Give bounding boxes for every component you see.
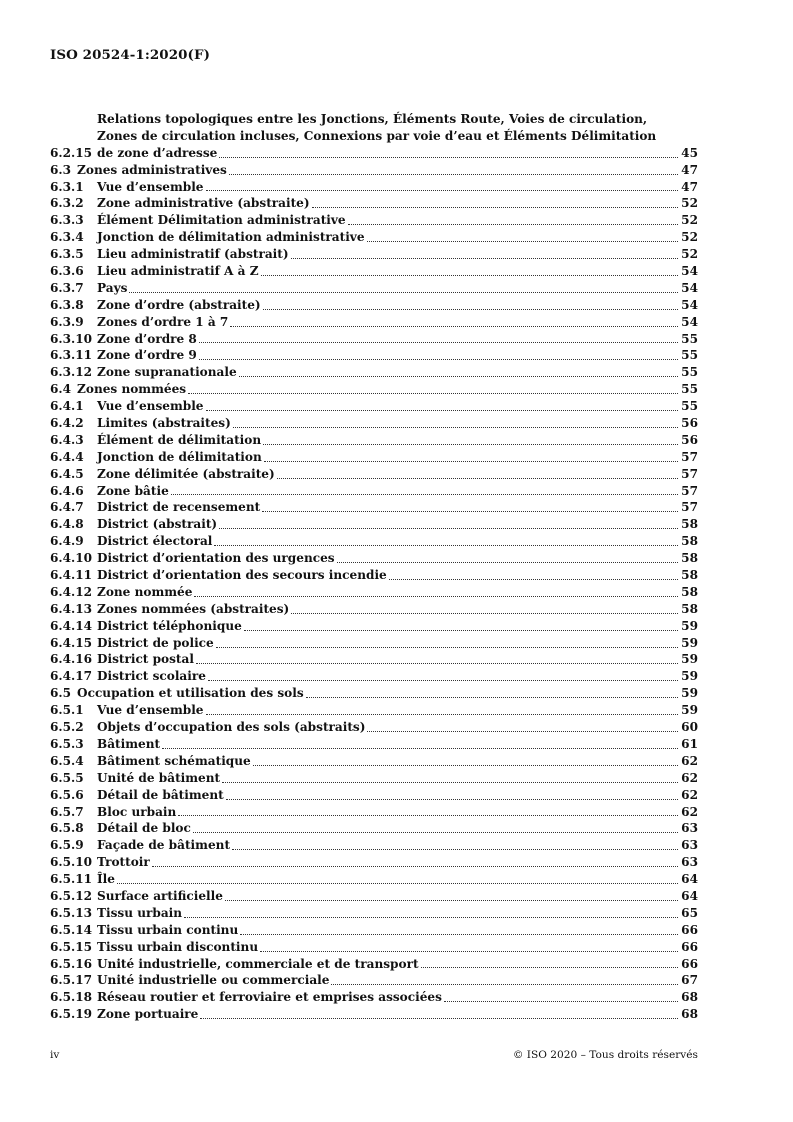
toc-dot-leader [216, 647, 678, 648]
toc-entry-number: 6.5.16 [50, 956, 93, 971]
toc-entry-page: 64 [681, 872, 698, 887]
toc-dot-leader [196, 663, 678, 664]
toc-dot-leader [184, 917, 678, 918]
toc-entry-title: Zone supranationale [97, 365, 237, 380]
toc-entry[interactable] [50, 111, 698, 162]
toc-entry-page: 59 [681, 703, 698, 718]
toc-entry[interactable] [50, 381, 698, 398]
toc-entry-page: 62 [681, 787, 698, 802]
toc-entry[interactable] [50, 246, 698, 263]
toc-entry-number: 6.5.5 [50, 770, 84, 785]
toc-dot-leader [194, 596, 678, 597]
toc-entry[interactable] [50, 162, 698, 179]
toc-entry-number: 6.5.4 [50, 753, 84, 768]
toc-entry-page: 67 [681, 973, 698, 988]
toc-dot-leader [244, 630, 678, 631]
toc-entry-title: District (abstrait) [97, 517, 218, 532]
toc-entry[interactable] [50, 736, 698, 753]
toc-entry-number: 6.5.3 [50, 736, 84, 751]
toc-entry-number: 6.4.16 [50, 652, 93, 667]
page-footer [50, 1049, 698, 1061]
toc-entry[interactable] [50, 787, 698, 804]
toc-entry-title: Tissu urbain continu [97, 922, 239, 937]
toc-entry-page: 58 [681, 568, 698, 583]
toc-entry[interactable] [50, 364, 698, 381]
toc-entry-title: Bâtiment schématique [97, 753, 251, 768]
toc-entry[interactable] [50, 195, 698, 212]
toc-entry[interactable] [50, 685, 698, 702]
toc-entry[interactable] [50, 601, 698, 618]
toc-entry-title: Zone délimitée (abstraite) [97, 466, 275, 481]
toc-entry[interactable] [50, 1006, 698, 1023]
toc-entry-page: 60 [681, 720, 698, 735]
toc-entry-page: 55 [681, 331, 698, 346]
toc-entry[interactable] [50, 753, 698, 770]
toc-entry-number: 6.3.6 [50, 264, 84, 278]
toc-dot-leader [263, 444, 678, 445]
toc-dot-leader [348, 224, 678, 225]
toc-entry-page: 54 [681, 280, 698, 295]
toc-entry[interactable] [50, 449, 698, 466]
toc-dot-leader [188, 393, 678, 394]
toc-entry-page: 54 [681, 264, 698, 278]
toc-entry-number: 6.5.15 [50, 939, 93, 954]
toc-entry-page: 57 [681, 466, 698, 481]
toc-dot-leader [233, 427, 678, 428]
toc-dot-leader [229, 174, 678, 175]
toc-entry-title: District d’orientation des secours incendie [97, 568, 387, 583]
toc-dot-leader [219, 157, 678, 158]
toc-entry[interactable] [50, 466, 698, 483]
toc-entry-number: 6.4.4 [50, 449, 84, 464]
toc-entry[interactable] [50, 347, 698, 364]
toc-dot-leader [199, 359, 678, 360]
toc-entry[interactable] [50, 837, 698, 854]
toc-entry-page: 59 [681, 652, 698, 667]
toc-dot-leader [152, 866, 678, 867]
toc-entry-title: Zones nommées [77, 382, 187, 397]
toc-entry[interactable] [50, 635, 698, 652]
toc-entry-number: 6.5.6 [50, 787, 84, 802]
toc-entry-page: 55 [681, 399, 698, 414]
toc-entry-title: Zone portuaire [97, 1007, 199, 1022]
toc-dot-leader [230, 326, 678, 327]
toc-dot-leader [367, 241, 678, 242]
toc-entry[interactable] [50, 888, 698, 905]
toc-entry-number: 6.4.11 [50, 568, 93, 583]
toc-entry-page: 55 [681, 365, 698, 380]
toc-entry-page: 58 [681, 584, 698, 599]
toc-entry-number: 6.5.9 [50, 838, 84, 853]
toc-entry-number: 6.3.7 [50, 280, 84, 295]
toc-entry-title: Zone d’ordre 9 [97, 348, 197, 363]
toc-entry-title: Détail de bâtiment [97, 787, 224, 802]
toc-entry-page: 57 [681, 500, 698, 515]
toc-dot-leader [277, 478, 678, 479]
toc-entry-number: 6.5.1 [50, 703, 84, 718]
toc-entry[interactable] [50, 229, 698, 246]
toc-entry[interactable] [50, 263, 698, 280]
toc-entry-number: 6.4.12 [50, 584, 93, 599]
toc-entry-page: 54 [681, 314, 698, 329]
toc-entry[interactable] [50, 719, 698, 736]
toc-entry-title: District d’orientation des urgences [97, 551, 335, 566]
toc-dot-leader [331, 984, 678, 985]
toc-entry[interactable] [50, 533, 698, 550]
toc-dot-leader [162, 748, 678, 749]
toc-entry-page: 66 [681, 939, 698, 954]
toc-entry-title: Détail de bloc [97, 821, 191, 836]
toc-entry[interactable] [50, 550, 698, 567]
toc-entry-page: 68 [681, 1007, 698, 1022]
toc-entry-title: Île [97, 872, 115, 887]
toc-entry-page: 62 [681, 753, 698, 768]
toc-entry-number: 6.5.10 [50, 855, 93, 870]
toc-entry-page: 58 [681, 551, 698, 566]
toc-entry-page: 58 [681, 601, 698, 616]
toc-entry[interactable] [50, 702, 698, 719]
toc-entry-number: 6.3.4 [50, 230, 84, 245]
toc-entry-page: 55 [681, 382, 698, 397]
toc-entry-number: 6.4.6 [50, 483, 84, 498]
toc-entry-number: 6.5.12 [50, 888, 93, 903]
toc-dot-leader [261, 275, 678, 276]
toc-entry[interactable] [50, 939, 698, 956]
toc-entry-page: 56 [681, 432, 698, 447]
toc-entry-title: Élément de délimitation [97, 432, 262, 447]
toc-entry-title: Relations topologiques entre les Jonctions, Éléments Route, Voies de circulation, [97, 111, 648, 126]
toc-entry-title: Zone d’ordre (abstraite) [97, 297, 261, 312]
toc-entry-page: 66 [681, 922, 698, 937]
toc-entry[interactable] [50, 331, 698, 348]
toc-dot-leader [214, 545, 678, 546]
toc-entry-page: 64 [681, 888, 698, 903]
toc-entry-page: 52 [681, 213, 698, 228]
toc-entry-page: 57 [681, 449, 698, 464]
toc-entry-page: 61 [681, 736, 698, 751]
toc-entry-title: Unité de bâtiment [97, 770, 221, 785]
toc-entry-title: Unité industrielle, commerciale et de transport [97, 956, 419, 971]
toc-entry-title: Zones de circulation incluses, Connexions par voie d’eau et Éléments Délimitation [97, 128, 657, 143]
toc-entry-number: 6.5.2 [50, 720, 84, 735]
toc-dot-leader [225, 900, 678, 901]
toc-dot-leader [367, 731, 678, 732]
toc-entry[interactable] [50, 652, 698, 669]
toc-entry-title: Limites (abstraites) [97, 416, 231, 431]
toc-dot-leader [222, 782, 678, 783]
copyright-notice: © ISO 2020 – Tous droits réservés [512, 1049, 698, 1061]
toc-entry-number: 6.5.13 [50, 905, 93, 920]
toc-entry-number: 6.4.14 [50, 618, 93, 633]
toc-entry-title: District postal [97, 652, 194, 667]
toc-entry-page: 54 [681, 297, 698, 312]
toc-entry-number: 6.4.5 [50, 466, 84, 481]
toc-entry[interactable] [50, 972, 698, 989]
toc-entry[interactable] [50, 820, 698, 837]
toc-entry-number: 6.4.2 [50, 416, 84, 431]
toc-entry-page: 47 [681, 162, 698, 177]
toc-dot-leader [240, 934, 678, 935]
toc-entry-number: 6.3.2 [50, 196, 84, 211]
toc-entry-page: 62 [681, 770, 698, 785]
toc-entry-title: Zones nommées (abstraites) [97, 601, 290, 616]
toc-entry-page: 52 [681, 247, 698, 262]
toc-entry-title: Zones administratives [77, 162, 227, 177]
toc-dot-leader [444, 1001, 678, 1002]
toc-entry[interactable] [50, 668, 698, 685]
toc-entry-number: 6.4.10 [50, 551, 93, 566]
toc-entry-number: 6.3.1 [50, 179, 84, 194]
toc-entry-title: Trottoir [97, 855, 150, 870]
toc-entry-title: Objets d’occupation des sols (abstraits) [97, 720, 366, 735]
toc-entry-title: Vue d’ensemble [97, 399, 204, 414]
toc-entry-number: 6.3.8 [50, 297, 84, 312]
toc-entry-number: 6.4.7 [50, 500, 84, 515]
toc-entry-number: 6.3 [50, 162, 72, 177]
toc-dot-leader [129, 292, 678, 293]
toc-entry[interactable] [50, 871, 698, 888]
toc-entry-page: 45 [681, 145, 698, 160]
toc-entry-number: 6.2.15 [50, 145, 93, 160]
toc-entry-number: 6.3.3 [50, 213, 84, 228]
toc-dot-leader [206, 410, 678, 411]
toc-entry-title: District téléphonique [97, 618, 242, 633]
toc-entry[interactable] [50, 804, 698, 821]
toc-entry[interactable] [50, 618, 698, 635]
toc-entry-page: 52 [681, 196, 698, 211]
toc-entry-page: 63 [681, 821, 698, 836]
toc-entry-title: District de recensement [97, 500, 261, 515]
toc-entry-page: 59 [681, 618, 698, 633]
toc-dot-leader [263, 309, 678, 310]
toc-entry-title: Tissu urbain discontinu [97, 939, 259, 954]
toc-entry[interactable] [50, 415, 698, 432]
toc-entry[interactable] [50, 854, 698, 871]
toc-entry-page: 63 [681, 855, 698, 870]
toc-entry-title: Unité industrielle ou commerciale [97, 973, 330, 988]
toc-entry-title: Jonction de délimitation [97, 449, 262, 464]
toc-dot-leader [312, 207, 678, 208]
toc-entry-title: Jonction de délimitation administrative [97, 230, 365, 245]
toc-entry-number: 6.4.15 [50, 635, 93, 650]
toc-dot-leader [291, 258, 678, 259]
toc-entry-page: 59 [681, 635, 698, 650]
toc-entry-number: 6.4 [50, 382, 72, 397]
toc-entry-number: 6.5.18 [50, 990, 93, 1005]
toc-entry-title: Lieu administratif A à Z [97, 264, 259, 278]
toc-entry-number: 6.4.9 [50, 534, 84, 549]
toc-dot-leader [171, 494, 678, 495]
toc-entry-number: 6.5 [50, 686, 72, 701]
toc-entry-page: 55 [681, 348, 698, 363]
toc-entry-page: 59 [681, 669, 698, 684]
toc-entry-title: de zone d’adresse [97, 145, 218, 160]
toc-entry-number: 6.3.9 [50, 314, 84, 329]
toc-entry[interactable] [50, 432, 698, 449]
toc-entry-page: 58 [681, 517, 698, 532]
toc-dot-leader [178, 815, 678, 816]
toc-dot-leader [262, 511, 678, 512]
toc-entry-page: 68 [681, 990, 698, 1005]
toc-entry-number: 6.3.12 [50, 365, 93, 380]
toc-dot-leader [389, 579, 678, 580]
toc-entry-number: 6.4.8 [50, 517, 84, 532]
toc-entry-number: 6.3.5 [50, 247, 84, 262]
toc-entry-page: 62 [681, 804, 698, 819]
toc-entry-page: 56 [681, 416, 698, 431]
toc-entry-title: Lieu administratif (abstrait) [97, 247, 289, 262]
toc-entry-number: 6.5.7 [50, 804, 84, 819]
toc-entry-number: 6.4.13 [50, 601, 93, 616]
toc-entry[interactable] [50, 989, 698, 1006]
toc-entry[interactable] [50, 499, 698, 516]
toc-dot-leader [226, 799, 678, 800]
table-of-contents [50, 111, 698, 1023]
toc-entry-title: Zone nommée [97, 584, 193, 599]
toc-dot-leader [199, 342, 678, 343]
toc-dot-leader [260, 951, 678, 952]
toc-entry[interactable] [50, 179, 698, 196]
toc-entry-number: 6.4.17 [50, 669, 93, 684]
toc-entry-number: 6.5.11 [50, 872, 93, 887]
toc-entry-title: Zone administrative (abstraite) [97, 196, 310, 211]
toc-entry-title: Zone d’ordre 8 [97, 331, 197, 346]
toc-entry[interactable] [50, 770, 698, 787]
toc-dot-leader [208, 680, 678, 681]
toc-entry-page: 52 [681, 230, 698, 245]
toc-entry[interactable] [50, 516, 698, 533]
toc-dot-leader [253, 765, 678, 766]
toc-entry-title: Élément Délimitation administrative [97, 213, 346, 228]
toc-dot-leader [206, 714, 678, 715]
toc-entry-title: Zones d’ordre 1 à 7 [97, 314, 229, 329]
toc-dot-leader [421, 967, 678, 968]
toc-entry-title: District de police [97, 635, 214, 650]
toc-entry-number: 6.3.10 [50, 331, 93, 346]
toc-dot-leader [291, 613, 678, 614]
document-id-header: ISO 20524-1:2020(F) [50, 47, 211, 63]
toc-entry-title: Occupation et utilisation des sols [77, 686, 304, 701]
toc-entry-title: Surface artificielle [97, 888, 223, 903]
toc-dot-leader [337, 562, 678, 563]
toc-dot-leader [206, 190, 678, 191]
toc-dot-leader [200, 1018, 678, 1019]
toc-entry-number: 6.4.1 [50, 399, 84, 414]
toc-entry-page: 66 [681, 956, 698, 971]
toc-entry[interactable] [50, 297, 698, 314]
toc-entry-page: 59 [681, 686, 698, 701]
toc-dot-leader [232, 849, 678, 850]
toc-entry-number: 6.4.3 [50, 432, 84, 447]
toc-entry-number: 6.5.17 [50, 973, 93, 988]
toc-entry-title: Zone bâtie [97, 483, 169, 498]
toc-dot-leader [193, 832, 678, 833]
toc-entry-title: District scolaire [97, 669, 206, 684]
toc-entry-title: Bloc urbain [97, 804, 177, 819]
toc-entry-title: District électoral [97, 534, 213, 549]
toc-entry-title: Pays [97, 280, 128, 295]
toc-entry-number: 6.5.14 [50, 922, 93, 937]
toc-entry-number: 6.5.8 [50, 821, 84, 836]
toc-entry-page: 63 [681, 838, 698, 853]
toc-entry-page: 57 [681, 483, 698, 498]
toc-dot-leader [219, 528, 678, 529]
toc-dot-leader [264, 461, 678, 462]
page-number: iv [50, 1049, 60, 1061]
toc-entry-title: Vue d’ensemble [97, 703, 204, 718]
toc-entry[interactable] [50, 922, 698, 939]
toc-entry-title: Vue d’ensemble [97, 179, 204, 194]
toc-entry-page: 58 [681, 534, 698, 549]
toc-entry[interactable] [50, 280, 698, 297]
toc-entry[interactable] [50, 212, 698, 229]
toc-entry[interactable] [50, 956, 698, 973]
toc-entry[interactable] [50, 567, 698, 584]
toc-dot-leader [306, 697, 678, 698]
toc-dot-leader [239, 376, 678, 377]
toc-entry-number: 6.3.11 [50, 348, 93, 363]
toc-entry-page: 47 [681, 179, 698, 194]
toc-dot-leader [117, 883, 678, 884]
toc-entry-title: Tissu urbain [97, 905, 183, 920]
toc-entry-number: 6.5.19 [50, 1007, 93, 1022]
toc-entry-title: Bâtiment [97, 736, 161, 751]
toc-entry[interactable] [50, 314, 698, 331]
toc-entry[interactable] [50, 483, 698, 500]
toc-entry[interactable] [50, 584, 698, 601]
toc-entry-title: Réseau routier et ferroviaire et emprises associées [97, 990, 442, 1005]
toc-entry-page: 65 [681, 905, 698, 920]
toc-entry[interactable] [50, 398, 698, 415]
toc-entry-title: Façade de bâtiment [97, 838, 231, 853]
toc-entry[interactable] [50, 905, 698, 922]
